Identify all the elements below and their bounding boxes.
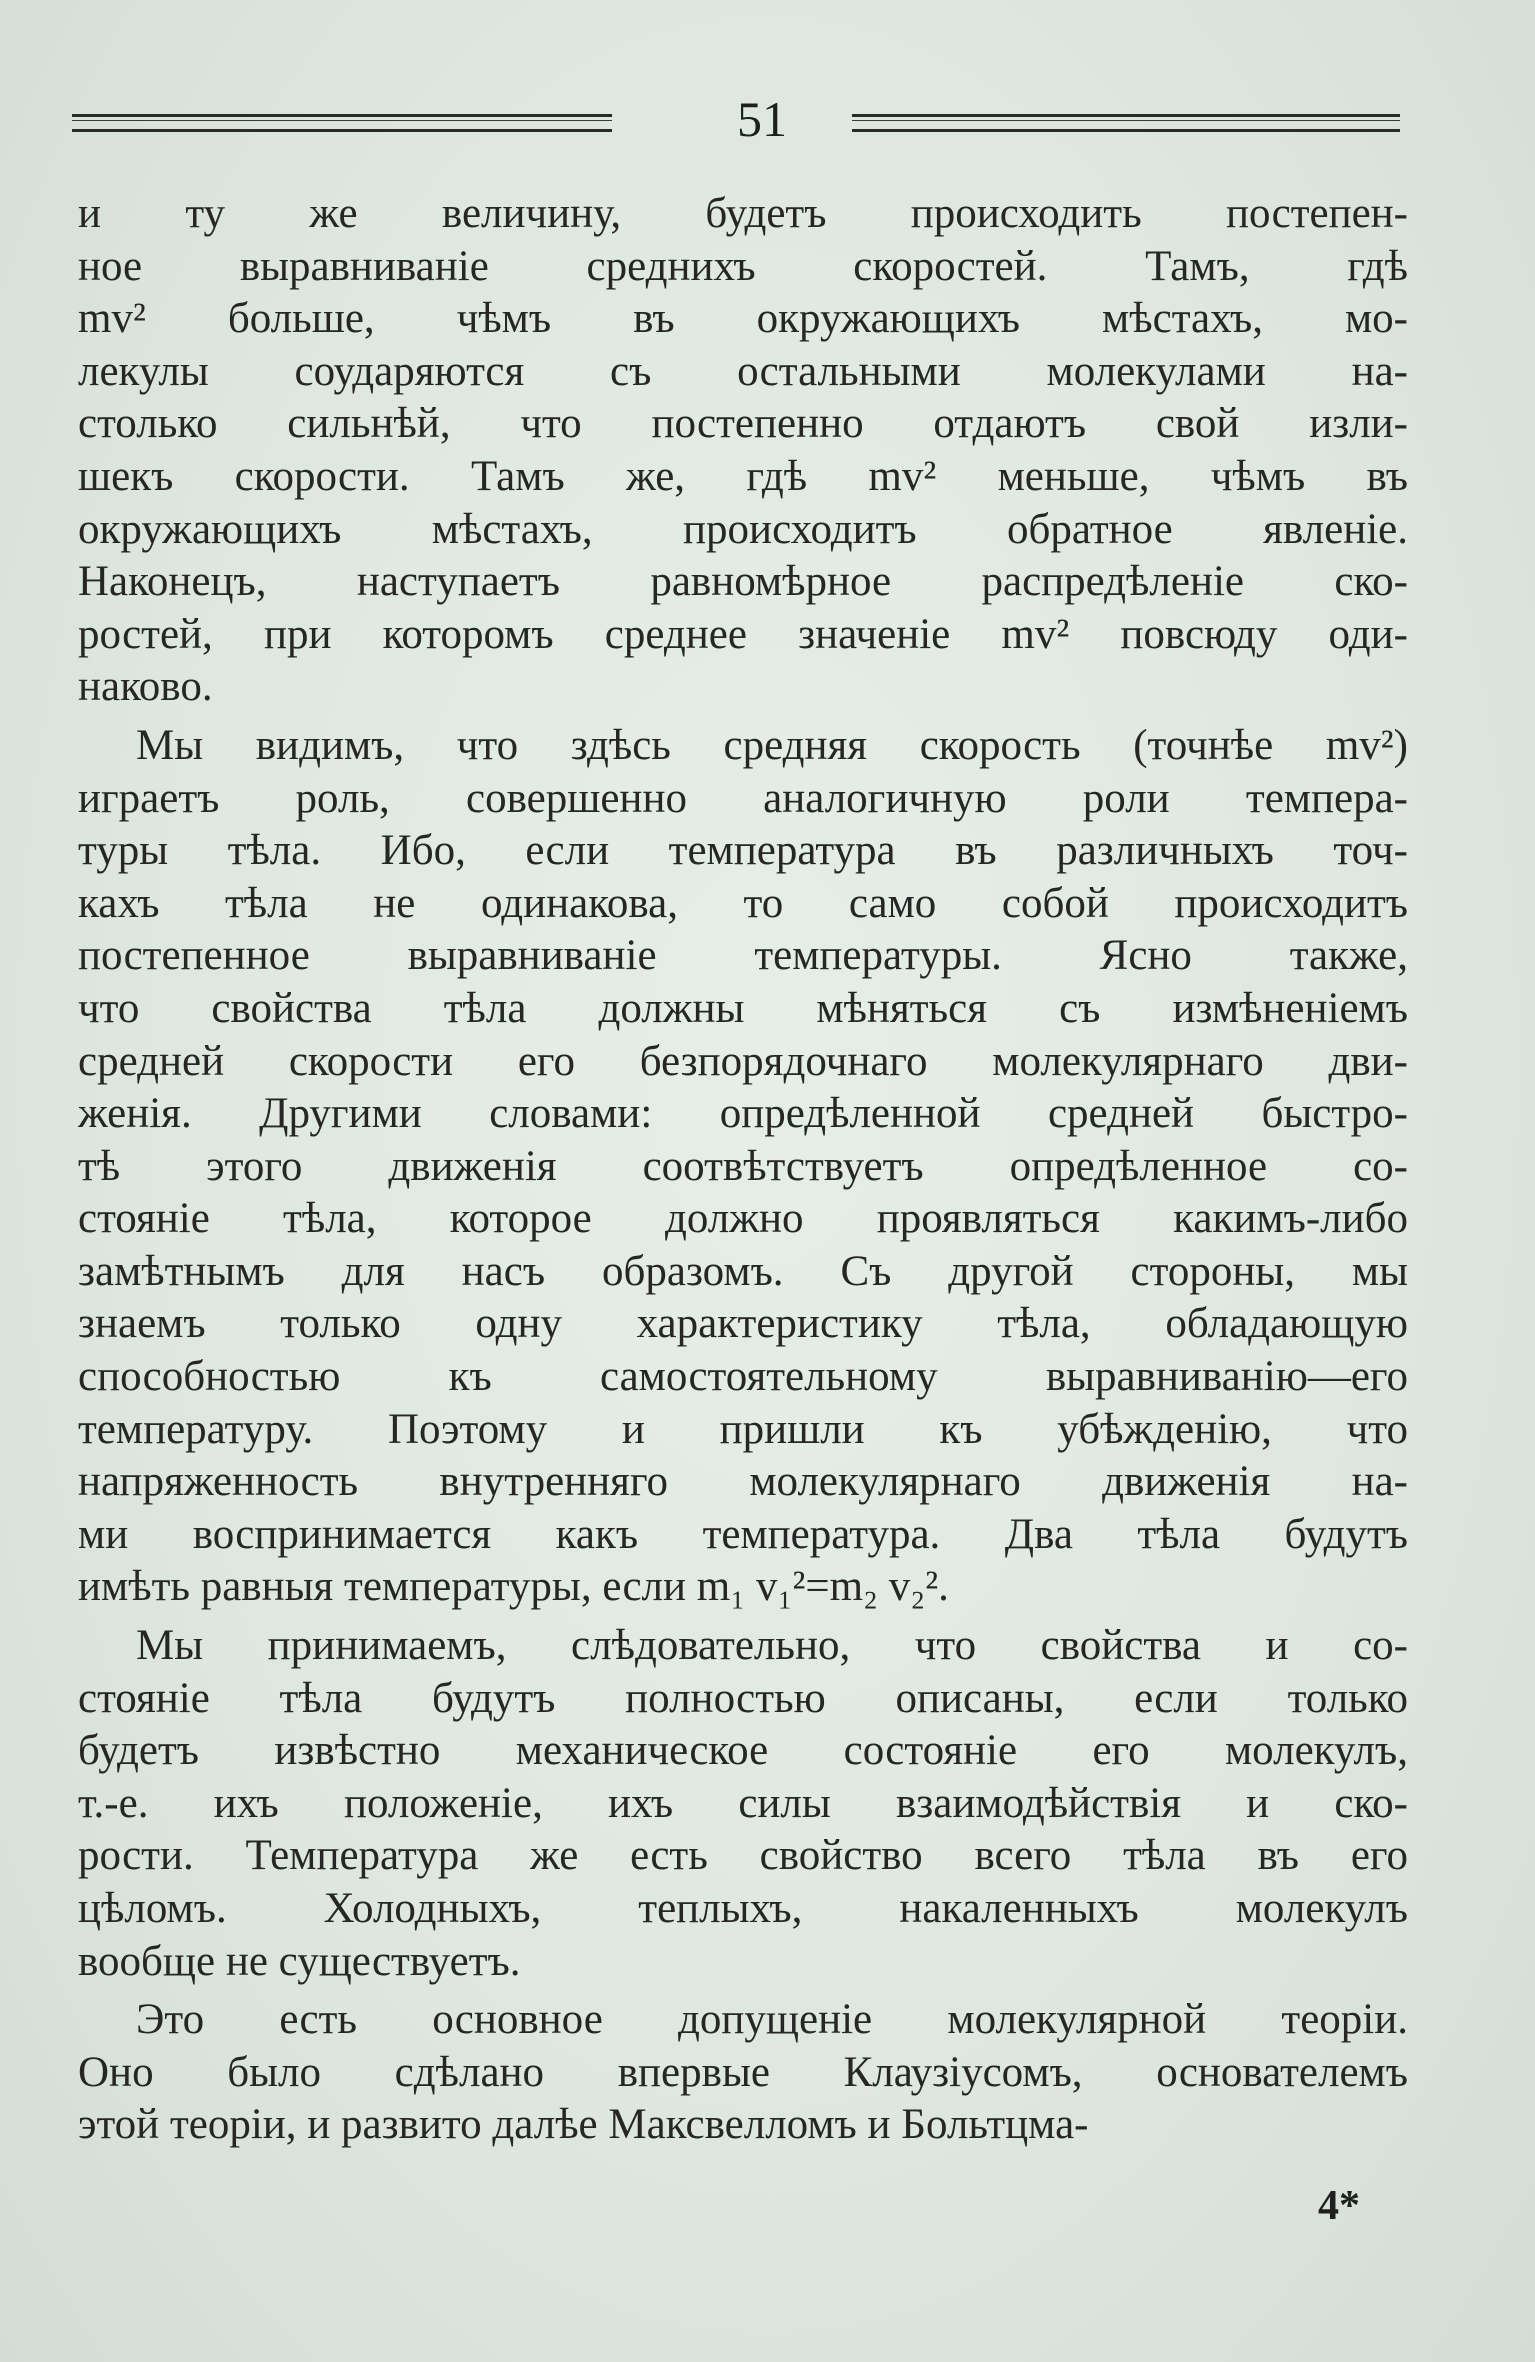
text-line: кахъ тѣла не одинакова, то само собой происходитъ <box>78 879 1408 927</box>
text-line: наково. <box>78 663 213 711</box>
text-line: т.-е. ихъ положенiе, ихъ силы взаимодѣйствiя и ско- <box>78 1779 1408 1827</box>
text-line: средней скорости его безпорядочнаго молекулярнаго дви- <box>78 1037 1408 1085</box>
header-rule-right <box>852 114 1400 132</box>
text-line: окружающихъ мѣстахъ, происходитъ обратное явленiе. <box>78 505 1408 553</box>
text-line: Оно было сдѣлано впервые Клаузiусомъ, основателемъ <box>78 2048 1408 2096</box>
text-line: напряженность внутренняго молекулярнаго движенiя на- <box>78 1458 1408 1506</box>
text-line: лекулы соударяются съ остальными молекулами на- <box>78 347 1408 395</box>
text-line: вообще не существуетъ. <box>78 1937 521 1985</box>
text-line: замѣтнымъ для насъ образомъ. Съ другой стороны, мы <box>78 1247 1408 1295</box>
paragraph <box>78 1994 1408 2152</box>
text-line: тѣ этого движенiя соотвѣтствуетъ опредѣленное со- <box>78 1142 1408 1190</box>
text-line: mv² больше, чѣмъ въ окружающихъ мѣстахъ, мо- <box>78 295 1408 343</box>
text-line: женiя. Другими словами: опредѣленной средней быстро- <box>78 1090 1408 1138</box>
header-rule-left <box>72 114 612 132</box>
text-line: способностью къ самостоятельному выравниванiю—его <box>78 1353 1408 1401</box>
text-line: ное выравниванiе среднихъ скоростей. Тамъ, гдѣ <box>78 242 1408 290</box>
text-line: знаемъ только одну характеристику тѣла, обладающую <box>78 1300 1408 1348</box>
text-line: столько сильнѣй, что постепенно отдаютъ свой изли- <box>78 400 1408 448</box>
text-line: стоянiе тѣла, которое должно проявляться какимъ-либо <box>78 1195 1408 1243</box>
text-line: Это есть основное допущенiе молекулярной теорiи. <box>136 1996 1408 2044</box>
paragraph <box>78 1620 1408 1988</box>
body-text <box>78 188 1408 2152</box>
text-line: рости. Температура же есть свойство всего тѣла въ его <box>78 1832 1408 1880</box>
text-line: шекъ скорости. Тамъ же, гдѣ mv² меньше, чѣмъ въ <box>78 452 1408 500</box>
paragraph <box>78 188 1408 714</box>
text-line: Наконецъ, наступаетъ равномѣрное распредѣленiе ско- <box>78 558 1408 606</box>
page-header <box>72 90 1400 150</box>
text-line: играетъ роль, совершенно аналогичную роли темпера- <box>78 774 1408 822</box>
text-line: Мы видимъ, что здѣсь средняя скорость (точнѣе mv²) <box>136 721 1408 769</box>
text-line: цѣломъ. Холодныхъ, теплыхъ, накаленныхъ молекулъ <box>78 1885 1408 1932</box>
text-line: ми воспринимается какъ температура. Два тѣла будутъ <box>78 1510 1408 1558</box>
text-line: этой теорiи, и развито далѣе Максвелломъ и Больтцма- <box>78 2101 1089 2149</box>
text-line: ростей, при которомъ среднее значенiе mv² повсюду оди- <box>78 610 1408 658</box>
text-line: имѣть равныя температуры, если m₁ v₁²=m₂ v₂². <box>78 1563 949 1611</box>
text-line: Мы принимаемъ, слѣдовательно, что свойства и со- <box>136 1622 1408 1670</box>
page-number: 51 <box>737 91 787 147</box>
text-line: туры тѣла. Ибо, если температура въ различныхъ точ- <box>78 827 1408 875</box>
text-line: и ту же величину, будетъ происходить постепен- <box>78 190 1408 237</box>
text-line: что свойства тѣла должны мѣняться съ измѣненiемъ <box>78 984 1408 1032</box>
text-line: стоянiе тѣла будутъ полностью описаны, если только <box>78 1674 1408 1722</box>
signature-mark: 4* <box>1318 2183 1360 2229</box>
text-line: постепенное выравниванiе температуры. Ясно также, <box>78 932 1408 980</box>
text-line: будетъ извѣстно механическое состоянiе его молекулъ, <box>78 1727 1408 1775</box>
text-line: температуру. Поэтому и пришли къ убѣжденiю, что <box>78 1405 1408 1453</box>
paragraph <box>78 720 1408 1614</box>
